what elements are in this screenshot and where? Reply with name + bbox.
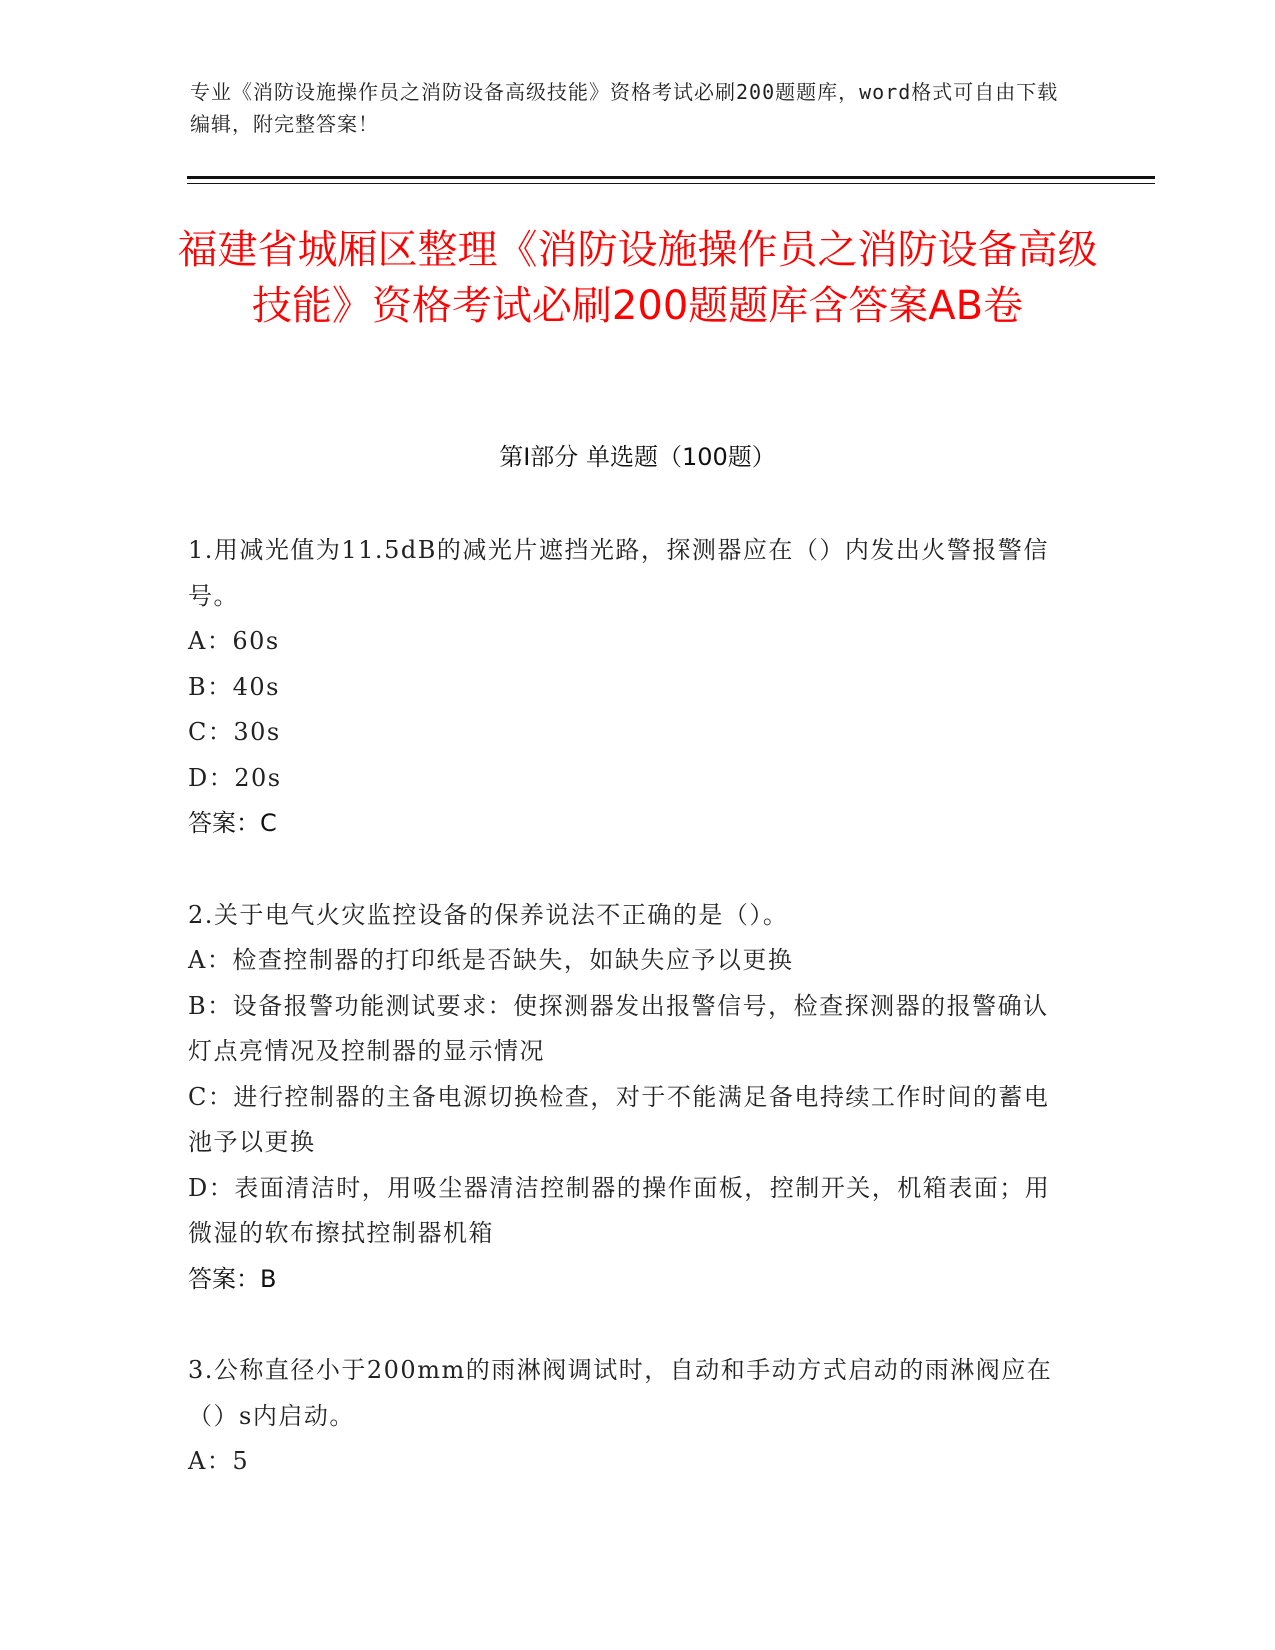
option-b: B：40s — [188, 672, 280, 701]
option-a: A：5 — [188, 1447, 250, 1475]
question-2 — [188, 893, 1068, 1303]
option-b: B：设备报警功能测试要求：使探测器发出报警信号，检查探测器的报警确认灯点亮情况及控制器的显示情况 — [188, 991, 1049, 1065]
option-a: A：60s — [188, 627, 280, 655]
question-3 — [188, 1348, 1068, 1485]
question-stem: 2.关于电气火灾监控设备的保养说法不正确的是（）。 — [188, 900, 789, 929]
question-1 — [188, 528, 1068, 847]
document-title: 福建省城厢区整理《消防设施操作员之消防设备高级技能》资格考试必刷200题题库含答案AB卷 — [177, 227, 1098, 329]
option-c: C：进行控制器的主备电源切换检查，对于不能满足备电持续工作时间的蓄电池予以更换 — [188, 1082, 1050, 1156]
question-stem: 1.用减光值为11.5dB的减光片遮挡光路，探测器应在（）内发出火警报警信号。 — [188, 536, 1049, 610]
header-divider-thick — [187, 176, 1155, 179]
header-divider-thin — [187, 183, 1155, 184]
header-note: 专业《消防设施操作员之消防设备高级技能》资格考试必刷200题题库，word格式可自由下载编辑，附完整答案！ — [190, 80, 1059, 136]
option-c: C：30s — [188, 718, 281, 746]
option-d: D：20s — [188, 763, 282, 792]
option-d: D：表面清洁时，用吸尘器清洁控制器的操作面板，控制开关，机箱表面；用微湿的软布擦拭控制器机箱 — [188, 1173, 1051, 1247]
option-a: A：检查控制器的打印纸是否缺失，如缺失应予以更换 — [188, 946, 794, 974]
section-heading: 第Ⅰ部分 单选题（100题） — [499, 443, 776, 471]
question-list — [188, 528, 1068, 1531]
answer-line: 答案：B — [188, 1264, 277, 1293]
question-stem: 3.公称直径小于200mm的雨淋阀调试时，自动和手动方式启动的雨淋阀应在（）s内启动。 — [188, 1356, 1053, 1430]
answer-line: 答案：C — [188, 809, 277, 837]
